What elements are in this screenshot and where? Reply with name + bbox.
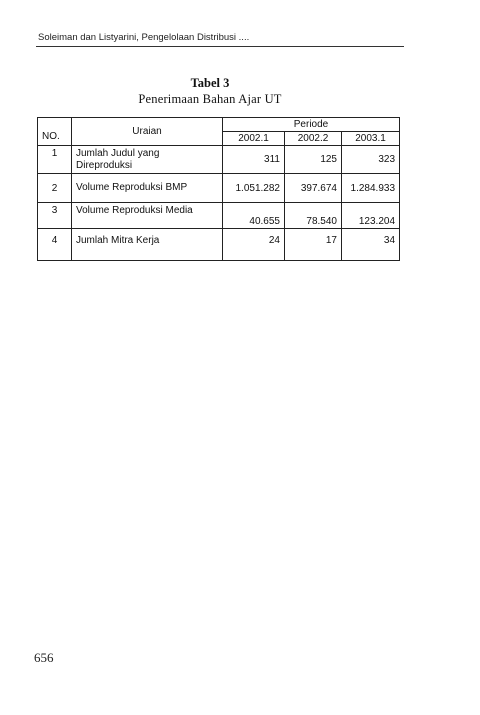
header-uraian: Uraian	[72, 118, 223, 146]
row-description	[72, 174, 223, 203]
row-number: 4	[38, 229, 72, 261]
table-row	[38, 146, 400, 174]
page-number: 656	[34, 650, 54, 665]
row-description	[72, 146, 223, 174]
row-number: 2	[38, 174, 72, 203]
row-description-line: Jumlah Mitra Kerja	[76, 235, 160, 246]
table-row	[38, 174, 400, 203]
header-period-2002-1: 2002.1	[223, 132, 285, 146]
table-caption-title: Tabel 3	[190, 76, 230, 90]
header-rule	[36, 46, 404, 47]
header-no: NO.	[38, 118, 72, 146]
table-header-row	[38, 118, 400, 132]
table-row	[38, 229, 400, 261]
row-description-line: Volume Reproduksi Media	[76, 205, 193, 216]
row-number: 3	[38, 203, 72, 229]
row-value-2002-2: 78.540	[285, 203, 342, 229]
data-table	[37, 117, 400, 261]
row-value-2002-2: 125	[285, 146, 342, 174]
table-caption-subtitle: Penerimaan Bahan Ajar UT	[138, 92, 282, 106]
table-row	[38, 203, 400, 229]
row-value-2003-1: 1.284.933	[342, 174, 400, 203]
row-value-2003-1: 123.204	[342, 203, 400, 229]
row-description-line: Volume Reproduksi BMP	[76, 182, 188, 193]
row-value-2003-1: 34	[342, 229, 400, 261]
row-value-2002-1: 1.051.282	[223, 174, 285, 203]
header-period-2002-2: 2002.2	[285, 132, 342, 146]
row-value-2002-2: 397.674	[285, 174, 342, 203]
header-periode: Periode	[223, 118, 400, 132]
running-head: Soleiman dan Listyarini, Pengelolaan Distribusi ....	[38, 32, 250, 43]
row-value-2003-1: 323	[342, 146, 400, 174]
header-period-2003-1: 2003.1	[342, 132, 400, 146]
row-value-2002-2: 17	[285, 229, 342, 261]
row-value-2002-1: 24	[223, 229, 285, 261]
row-number: 1	[38, 146, 72, 174]
row-description	[72, 203, 223, 229]
row-description-line: Jumlah Judul yang	[76, 148, 160, 159]
row-value-2002-1: 40.655	[223, 203, 285, 229]
row-description	[72, 229, 223, 261]
row-value-2002-1: 311	[223, 146, 285, 174]
row-description-line: Direproduksi	[76, 160, 133, 171]
